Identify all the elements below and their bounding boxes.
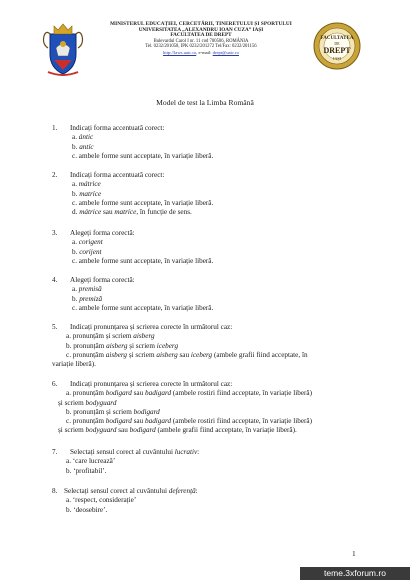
document-title: Model de test la Limba Română: [156, 98, 254, 107]
question-5: [52, 323, 372, 369]
seal-text-main: DREPT: [323, 46, 351, 55]
question-7-stem: 7. Selectați sensul corect al cuvântului lucrativ:: [52, 448, 200, 456]
question-7-option-a: a. ‘care lucrează’: [66, 457, 116, 466]
question-4-stem: [52, 276, 372, 285]
question-1-text: Indicați forma accentuată corect:: [70, 124, 165, 132]
question-2-option-a: a. mátrice: [72, 180, 101, 189]
question-2-stem: [52, 171, 372, 180]
header-ministry: MINISTERUL EDUCAȚIEI, CERCETĂRII, TINERETULUI ȘI SPORTULUI: [110, 21, 292, 27]
question-2-option-c: c. ambele forme sunt acceptate, în variație liberă.: [72, 198, 214, 207]
question-8-number: 8.: [52, 487, 58, 495]
question-4: [52, 276, 372, 313]
question-6: [52, 380, 372, 436]
question-6-option-c: c. pronunțăm bodigard sau badigard (ambele rostiri fiind acceptate, în variație liberă): [66, 417, 312, 426]
question-4-option-a: a. premisă: [72, 285, 102, 294]
question-2-number: 2.: [52, 171, 58, 179]
question-1-option-a: a. ántic: [72, 133, 94, 142]
seal-text-bottom: IAȘI: [333, 56, 341, 61]
question-6-option-c-continued: și scriem bodyguard sau bodigard (ambele grafii fiind acceptate, în variație liberă).: [58, 426, 297, 435]
question-4-option-b: b. premiză: [72, 294, 103, 303]
question-5-number: 5.: [52, 323, 58, 331]
question-3-number: 3.: [52, 229, 58, 237]
question-3: [52, 229, 372, 266]
page-number: 1: [352, 549, 356, 558]
question-1-stem: [52, 124, 372, 133]
question-3-option-b: b. corijent: [72, 247, 102, 256]
website-link[interactable]: http://laws.uaic.ro: [163, 49, 197, 55]
seal-text-mid: DE: [334, 41, 340, 46]
question-5-option-b: b. pronunțăm aisberg și scriem iceberg: [66, 341, 179, 350]
question-2-option-d: d. mátrice sau matríce, în funcție de sens.: [72, 208, 192, 217]
question-8-stem: 8. Selectați sensul corect al cuvântului deferență:: [52, 487, 198, 495]
question-5-option-c: c. pronunțăm aisberg și scriem aisberg sau iceberg (ambele grafii fiind acceptate, în: [66, 350, 308, 359]
question-6-option-a: a. pronunțăm bodigard sau badigard (ambele rostiri fiind acceptate, în variație liberă): [66, 389, 312, 398]
question-3-stem: [52, 229, 372, 238]
contact-separator: , e-mail:: [196, 49, 213, 55]
question-1-option-c: c. ambele forme sunt acceptate, în variație liberă.: [72, 151, 214, 160]
question-7-number: 7.: [52, 448, 58, 456]
question-5-stem: [52, 323, 372, 332]
question-5-option-c-continued: variație liberă).: [52, 360, 96, 369]
question-7: [52, 448, 372, 476]
question-2-text: Indicați forma accentuată corect:: [70, 171, 165, 179]
question-6-stem: [52, 380, 372, 389]
question-5-text: Indicați pronunțarea și scrierea corecte în următorul caz:: [70, 323, 233, 331]
question-8: [52, 487, 372, 515]
institution-header: [92, 22, 310, 56]
question-3-text: Alegeți forma corectă:: [70, 229, 135, 237]
question-1: [52, 124, 372, 161]
question-6-text: Indicați pronunțarea și scrierea corecte în următorul caz:: [70, 380, 233, 388]
question-1-option-b: b. antíc: [72, 142, 94, 151]
university-crest-logo: [40, 20, 86, 78]
question-2: [52, 171, 372, 217]
question-3-option-a: a. corigent: [72, 238, 103, 247]
question-6-option-b: b. pronunțăm și scriem bodigard: [66, 407, 160, 416]
header-address: Bulevardul Carol I nr. 11 cod 700506, ROMÂNIA: [153, 38, 249, 44]
question-8-option-a: a. ‘respect, considerație’: [66, 496, 137, 505]
question-6-option-a-continued: și scriem bodyguard: [58, 398, 117, 407]
header-phone: Tel. 0232/201058, IPK 0232/201272 Tel/Fax: 0232/201156: [145, 44, 257, 50]
header-faculty: FACULTATEA DE DREPT: [170, 32, 232, 39]
question-7-option-b: b. ‘profitabil’.: [66, 466, 107, 475]
watermark-banner: teme.3xforum.ro: [300, 567, 410, 580]
question-8-option-b: b. ‘deosebire’.: [66, 505, 108, 514]
question-1-number: 1.: [52, 124, 58, 132]
question-4-option-c: c. ambele forme sunt acceptate, în variație liberă.: [72, 303, 214, 312]
question-3-option-c: c. ambele forme sunt acceptate, în variație liberă.: [72, 256, 214, 265]
question-5-option-a: a. pronunțăm și scriem aisberg: [66, 332, 155, 341]
question-4-text: Alegeți forma corectă:: [70, 276, 135, 284]
header-university: UNIVERSITATEA „ALEXANDRU IOAN CUZA” IAȘI: [138, 26, 264, 33]
email-link[interactable]: drept@uaic.ro: [212, 49, 239, 55]
faculty-seal-logo: [313, 22, 361, 70]
question-6-number: 6.: [52, 380, 58, 388]
header-contacts: [92, 50, 310, 56]
question-4-number: 4.: [52, 276, 58, 284]
seal-text-top: FACULTATEA: [320, 36, 354, 41]
question-2-option-b: b. matríce: [72, 189, 102, 198]
